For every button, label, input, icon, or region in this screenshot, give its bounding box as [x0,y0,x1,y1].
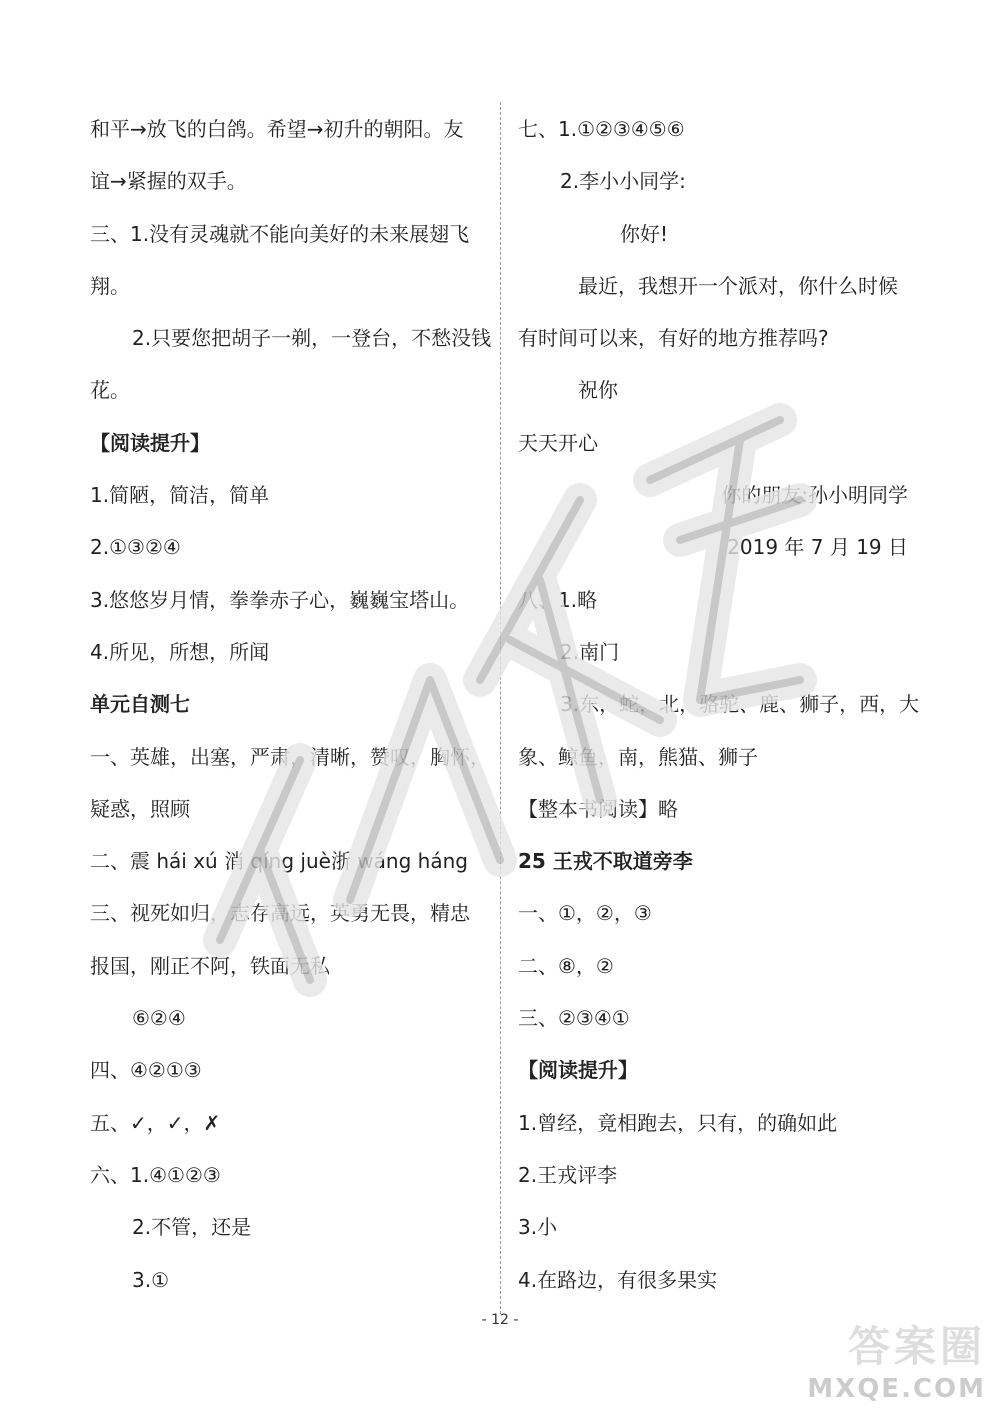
text-line: 1.曾经，竟相跑去，只有，的确如此 [518,1110,838,1135]
text-line: 七、1.①②③④⑤⑥ [518,117,685,141]
text-line: 四、④②①③ [90,1058,202,1083]
text-line: 三、②③④① [518,1006,630,1031]
text-line: 二、震 hái xú 消 qíng juè浙 wáng háng [90,849,468,874]
text-line: 你好! [620,221,669,246]
corner-logo [806,1314,986,1404]
text-line: 八、1.略 [518,587,598,612]
text-line: 一、①，②，③ [518,901,652,926]
text-line: 一、英雄，出塞，严肃，清晰，赞叹，胸怀， [90,744,490,769]
section-heading: 【阅读提升】 [90,430,210,455]
text-line: 五、✓，✓，✗ [90,1110,221,1135]
text-line: 有时间可以来，有好的地方推荐吗? [518,326,829,351]
corner-logo-en: MXQE.COM [807,1374,986,1404]
section-heading: 单元自测七 [90,692,190,717]
text-line: 三、1.没有灵魂就不能向美好的未来展翅飞 [90,221,470,246]
text-line: 2019 年 7 月 19 日 [727,535,908,560]
section-heading: 【阅读提升】 [518,1058,638,1083]
text-line: 2.①③②④ [90,535,181,560]
text-line: 1.简陋，简洁，简单 [90,483,270,508]
text-line: 翔。 [90,273,130,298]
text-line: 你的朋友:孙小明同学 [721,483,908,508]
page-number: - 12 - [481,1312,519,1328]
text-line: 最近，我想开一个派对，你什么时候 [578,273,898,298]
text-line: 【整本书阅读】略 [518,796,678,821]
section-heading: 25 王戎不取道旁李 [518,849,693,874]
text-line: 象、鲸鱼，南，熊猫、狮子 [518,744,758,769]
text-line: 2.李小小同学: [560,169,686,194]
text-line: 疑惑，照顾 [90,796,190,821]
text-line: 3.东，蛇，北，骆驼、鹿、狮子，西，大 [560,692,920,717]
text-line: 报国，刚正不阿，铁面无私 [90,953,330,978]
text-line: 2.王戎评李 [518,1162,618,1187]
text-line: 祝你 [578,378,618,403]
text-line: 天天开心 [518,430,598,455]
corner-logo-cn: 答案圈 [847,1322,986,1371]
text-line: 3.小 [518,1215,558,1240]
text-line: 谊→紧握的双手。 [90,169,247,194]
text-line: ⑥②④ [132,1006,186,1031]
text-line: 六、1.④①②③ [90,1162,221,1187]
watermark-logo [180,380,840,1020]
text-line: 3.悠悠岁月情，拳拳赤子心，巍巍宝塔山。 [90,587,470,612]
text-line: 2.不管，还是 [132,1215,252,1240]
text-line: 和平→放飞的白鸽。希望→初升的朝阳。友 [90,117,464,141]
text-line: 三、视死如归，志存高远，英勇无畏，精忠 [90,901,470,926]
text-line: 3.① [132,1267,170,1292]
text-line: 2.南门 [560,639,620,664]
text-line: 4.在路边，有很多果实 [518,1267,718,1292]
text-line: 花。 [90,378,130,403]
text-line: 4.所见，所想，所闻 [90,639,270,664]
text-line: 2.只要您把胡子一剃，一登台，不愁没钱 [132,326,492,351]
text-line: 二、⑧，② [518,953,614,978]
